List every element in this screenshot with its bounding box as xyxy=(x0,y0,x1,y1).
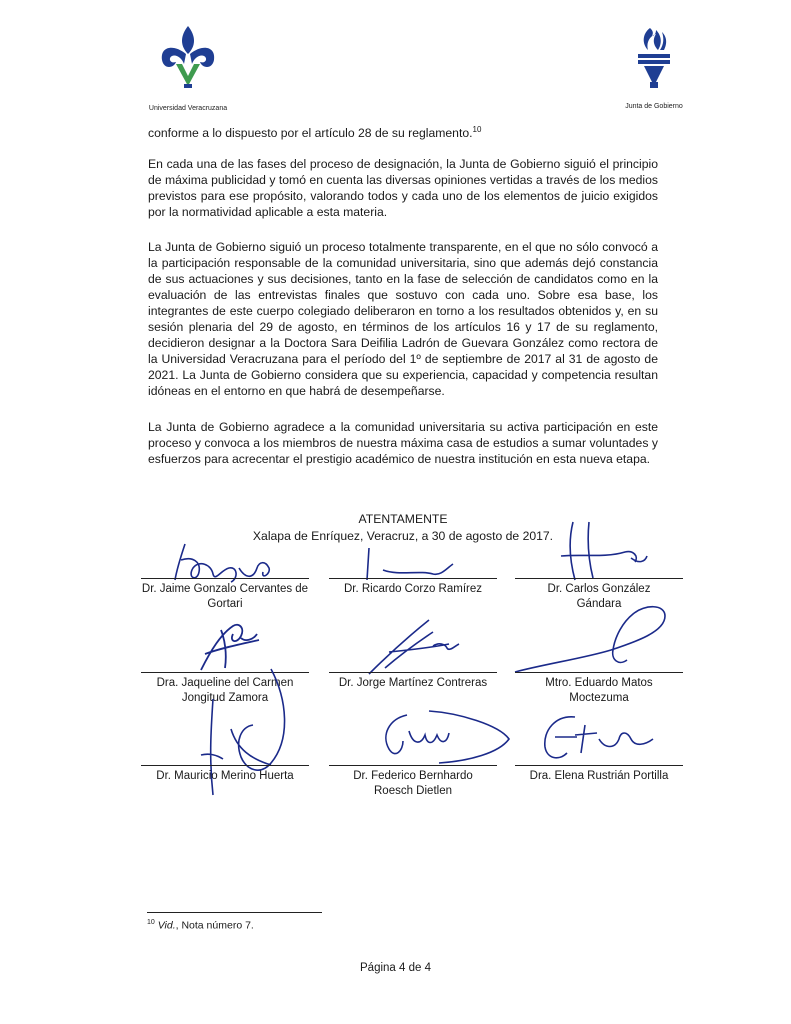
signatory-name xyxy=(141,582,309,612)
fleur-de-lis-icon xyxy=(156,24,220,98)
page-number: Página 4 de 4 xyxy=(360,962,431,974)
torch-icon xyxy=(628,24,680,96)
paragraph-4: La Junta de Gobierno agradece a la comunidad universitaria su activa participación en este proceso y convoca a los miembros de nuestra máxima casa de estudios a sumar voluntades y esfuerzos para acrecentar el prestigio académico de nuestra institución en esta nueva etapa. xyxy=(148,420,658,466)
signature-graphic xyxy=(515,518,683,584)
footnote-number: 10 xyxy=(147,919,155,926)
footnote-vid: Vid. xyxy=(157,919,176,932)
signature-line xyxy=(329,672,497,673)
salutation: ATENTAMENTE xyxy=(358,512,448,526)
signatory-name-line: Mtro. Eduardo Matos xyxy=(545,677,653,689)
footnote-reference: 10 xyxy=(472,125,482,134)
paragraph-1-text: conforme a lo dispuesto por el artículo 28 de su reglamento. xyxy=(148,126,473,141)
right-logo-caption: Junta de Gobierno xyxy=(625,103,683,110)
signatory-name xyxy=(329,676,497,691)
signatory-name-line: Dr. Jorge Martínez Contreras xyxy=(338,677,488,689)
signatory-name xyxy=(329,769,497,799)
signature-graphic xyxy=(515,602,683,682)
signature-graphic xyxy=(329,616,497,680)
paragraph-2: En cada una de las fases del proceso de designación, la Junta de Gobierno siguió el principio de máxima publicidad y tomó en cuenta las diversas opiniones vertidas a través de los medios previstos para ese propósito, valorando todos y cada uno de los elementos de juicio exigidos por la normatividad aplicable a esta materia. xyxy=(148,157,658,219)
signatory-name-line: Moctezuma xyxy=(569,692,629,704)
signature-graphic xyxy=(329,705,509,769)
signatory-name-line: Dr. Carlos González xyxy=(547,583,651,595)
universidad-veracruzana-logo xyxy=(138,24,238,112)
signatory-name-line: Jongitud Zamora xyxy=(181,692,269,704)
paragraph-1 xyxy=(148,122,658,141)
signatory-name-line: Gándara xyxy=(576,598,622,610)
footnote-rule xyxy=(147,912,322,913)
signature-line xyxy=(329,578,497,579)
signature-line xyxy=(141,765,309,766)
signatory-name xyxy=(515,676,683,706)
junta-de-gobierno-logo xyxy=(616,24,692,110)
signature-graphic xyxy=(515,709,683,769)
signature-line xyxy=(141,578,309,579)
signatory-name xyxy=(141,769,309,784)
signature-graphic xyxy=(141,538,309,588)
signatory-name-line: Dr. Mauricio Merino Huerta xyxy=(156,770,294,782)
signatory-name-line: Dr. Ricardo Corzo Ramírez xyxy=(343,583,483,595)
footnote xyxy=(147,919,254,932)
signatory-name-line: Dra. Elena Rustrián Portilla xyxy=(529,770,669,782)
place-date: Xalapa de Enríquez, Veracruz, a 30 de agosto de 2017. xyxy=(252,529,554,543)
signatory-name xyxy=(515,769,683,784)
signatory-name-line: Dr. Jaime Gonzalo Cervantes de xyxy=(141,583,309,595)
signature-line xyxy=(515,672,683,673)
signature-line xyxy=(515,765,683,766)
signature-graphic xyxy=(329,540,497,586)
signatory-name-line: Gortari xyxy=(207,598,243,610)
signatory-name-line: Dr. Federico Bernhardo xyxy=(353,770,473,782)
signature-line xyxy=(515,578,683,579)
signatory-name-line: Roesch Dietlen xyxy=(374,785,452,797)
footnote-text: , Nota número 7. xyxy=(175,919,254,932)
paragraph-3: La Junta de Gobierno siguió un proceso totalmente transparente, en el que no sólo convocó a la participación responsable de la comunidad universitaria, sino que además dejó constancia de sus actuaciones y sus decisiones, tanto en la fase de selección de candidatos como en la evaluación de las entrevistas finales que sostuvo con cada uno. Sobre esa base, los integrantes de este cuerpo colegiado deliberaron en torno a los resultados obtenidos y, en su sesión plenaria del 29 de agosto, en términos de los artículos 16 y 17 de su reglamento, decidieron designar a la Doctora Sara Deifilia Ladrón de Guevara González como rectora de la Universidad Veracruzana para el período del 1º de septiembre de 2017 al 31 de agosto de 2021. La Junta de Gobierno considera que su experiencia, capacidad y competencia resultan idóneas en el entorno en que habrá de desempeñarse. xyxy=(148,240,658,398)
signatory-name xyxy=(329,582,497,597)
signature-line xyxy=(329,765,497,766)
left-logo-caption: Universidad Veracruzana xyxy=(148,105,228,112)
signatory-name-line: Dra. Jaqueline del Carmen xyxy=(156,677,294,689)
